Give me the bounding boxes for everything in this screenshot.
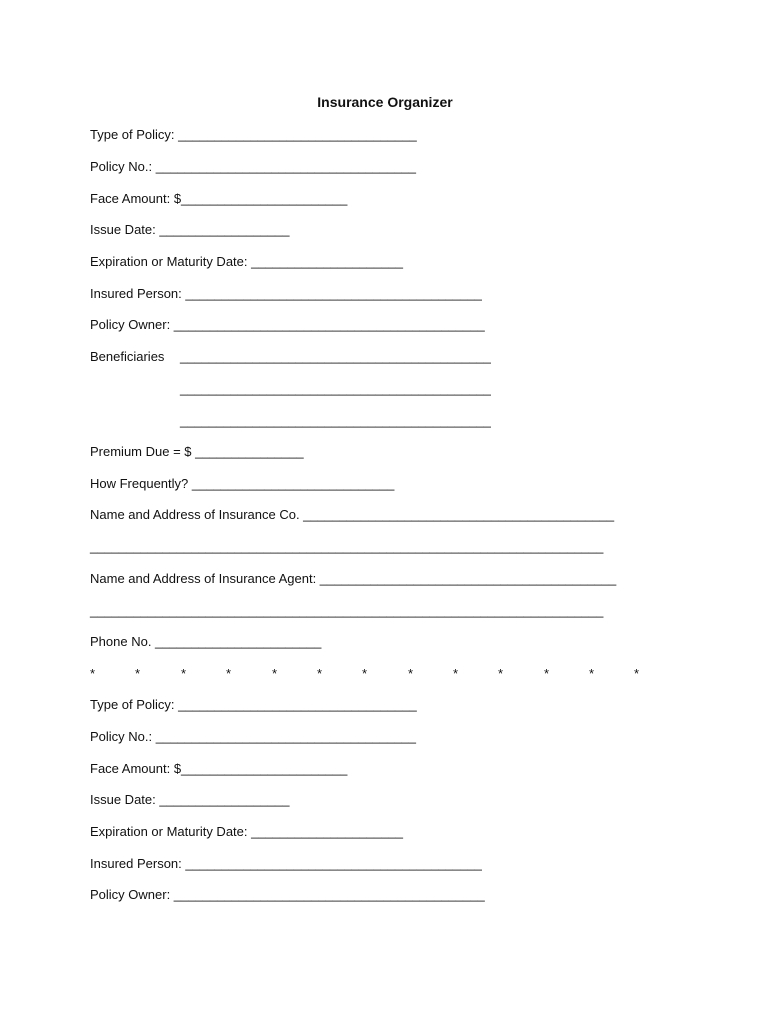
separator-star: * (317, 666, 323, 681)
face-amount-field: Face Amount: $_______________________ (90, 761, 348, 776)
issue-date-field: Issue Date: __________________ (90, 792, 290, 807)
beneficiaries-line-1: ___________________________________________ (180, 349, 491, 364)
type-of-policy-field: Type of Policy: _________________________________ (90, 127, 417, 142)
separator-star: * (634, 666, 640, 681)
separator-star: * (272, 666, 278, 681)
beneficiaries-line-2: ___________________________________________ (180, 381, 491, 396)
policy-no-field: Policy No.: ____________________________________ (90, 729, 417, 744)
separator-star: * (90, 666, 96, 681)
page-title: Insurance Organizer (317, 94, 453, 110)
type-of-policy-field: Type of Policy: _________________________________ (90, 697, 417, 712)
policy-owner-field: Policy Owner: ___________________________________________ (90, 887, 485, 902)
insurance-co-field: Name and Address of Insurance Co. ___________________________________________ (90, 507, 615, 522)
separator-star: * (362, 666, 368, 681)
insured-person-field: Insured Person: _________________________________________ (90, 286, 482, 301)
insured-person-field: Insured Person: _________________________________________ (90, 856, 482, 871)
insurance-agent-line-2: _______________________________________________________________________ (90, 603, 604, 618)
expiration-date-field: Expiration or Maturity Date: _____________________ (90, 824, 403, 839)
how-frequently-field: How Frequently? ____________________________ (90, 476, 395, 491)
separator-star: * (589, 666, 595, 681)
phone-no-field: Phone No. _______________________ (90, 634, 322, 649)
beneficiaries-line-3: ___________________________________________ (180, 413, 491, 428)
insurance-agent-field: Name and Address of Insurance Agent: _________________________________________ (90, 571, 617, 586)
separator-star: * (181, 666, 187, 681)
premium-due-field: Premium Due = $ _______________ (90, 444, 304, 459)
issue-date-field: Issue Date: __________________ (90, 222, 290, 237)
separator-star: * (453, 666, 459, 681)
policy-owner-field: Policy Owner: ___________________________________________ (90, 317, 485, 332)
face-amount-field: Face Amount: $_______________________ (90, 191, 348, 206)
separator-star: * (135, 666, 141, 681)
separator-star: * (226, 666, 232, 681)
separator-star: * (498, 666, 504, 681)
expiration-date-field: Expiration or Maturity Date: _____________________ (90, 254, 403, 269)
insurance-co-line-2: _______________________________________________________________________ (90, 539, 604, 554)
separator-star: * (544, 666, 550, 681)
separator-star: * (408, 666, 414, 681)
beneficiaries-label: Beneficiaries (90, 349, 165, 364)
policy-no-field: Policy No.: ____________________________________ (90, 159, 417, 174)
